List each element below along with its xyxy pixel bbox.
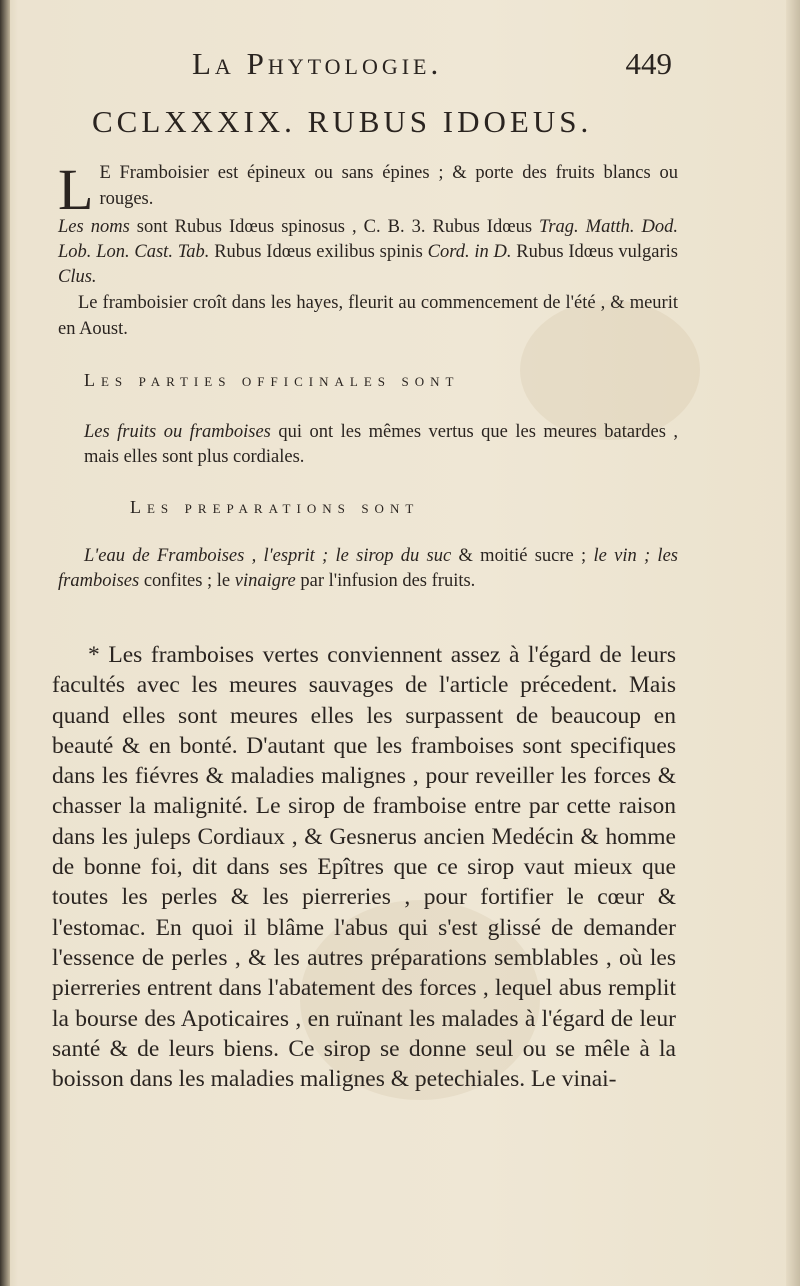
drop-capital: L [58,157,94,222]
page-fore-edge [786,0,800,1286]
paragraph-officinal-parts [84,420,678,470]
paragraph-description [58,157,678,222]
paragraph-habitat: Le framboisier croît dans les hayes, fleurit au commencement de l'été , & meurit en Aoust. [58,293,678,339]
lead-italic: Les noms [58,217,130,237]
paragraph-text: qui ont les mêmes vertus que les meures batardes , mais elles sont plus cordiales. [84,422,678,467]
paragraph-names [58,215,678,290]
paragraph-text: Rubus Idœus exilibus spinis [209,242,428,262]
paragraph-commentary: * Les framboises vertes conviennent assez à l'égard de leurs facultés avec les meures sauvages de l'article précedent. Mais quand elles sont meures elles les surpassent de beaucoup en beauté & en bonté. D'autant que les framboises sont specifiques dans les fiévres & maladies malignes , pour reveiller les forces & chasser la malignité. Le sirop de framboise entre par cette raison dans les juleps Cordiaux , & Gesnerus ancien Medécin & homme de bonne foi, dit dans ses Epîtres que ce sirop vaut mieux que toutes les perles & les pierreries , pour fortifier le cœur & l'estomac. En quoi il blâme l'abus qui s'est glissé de demander l'essence de perles , & les autres préparations semblables , où les pierreries entrent dans l'abatement des forces , lequel abus remplit la bourse des Apoticaires , en ruïnant les malades à l'égard de leur santé & de leurs biens. Ce sirop se donne seul ou se mêle à la boisson dans les maladies malignes & petechiales. Le vinai- [52,642,676,1093]
reference-italic: Clus. [58,267,97,287]
preparation-italic: L'eau de Framboises , l'esprit ; le sirop du suc [84,546,452,566]
paragraph-text: & moitié sucre ; [451,546,594,566]
subheading-officinal-parts: Les parties officinales sont [84,370,460,390]
paragraph-text: Rubus Idœus vulgaris [511,242,678,262]
paragraph-text: sont Rubus Idœus spinosus , C. B. 3. Rubus Idœus [129,217,540,237]
paragraph-text: confites ; le [139,571,235,591]
paragraph-preparations [58,544,678,594]
reference-italic: Cord. in D. [427,242,512,262]
reference-italic: Trag. Matth. Dod. Lob. Lon. Cast. Tab. [58,217,678,262]
paragraph-text: E Framboisier est épineux ou sans épines ; & porte des fruits blancs ou rouges. [99,163,678,209]
paragraph-text: par l'infusion des fruits. [295,571,476,591]
section-title: CCLXXXIX. RUBUS IDOEUS. [92,104,593,139]
subheading-preparations: Les preparations sont [130,497,420,517]
running-title: La Phytologie. [192,46,443,81]
page-number: 449 [625,46,672,81]
preparation-italic: vinaigre [234,571,296,591]
page-spine-shadow [0,0,10,1286]
preparation-italic: le vin ; les framboises [58,546,678,591]
page-header [192,46,672,86]
lead-italic: Les fruits ou framboises [84,422,271,442]
